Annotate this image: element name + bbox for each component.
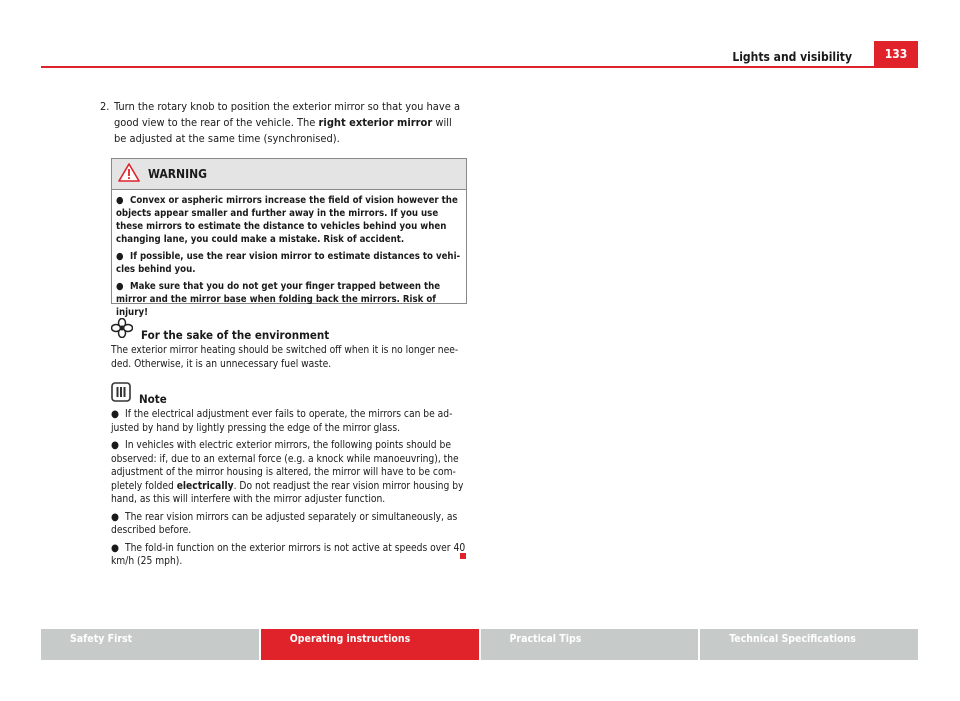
tab-safety-first[interactable]: Safety First [41, 629, 259, 660]
flower-icon [111, 318, 133, 342]
step-number: 2. [100, 100, 110, 113]
note-title: Note [139, 392, 167, 406]
note-item: ● The rear vision mirrors can be adjusted separately or simultaneously, as described before. [111, 511, 458, 536]
environment-section [111, 318, 467, 375]
note-item: ● The fold-in function on the exterior mirrors is not active at speeds over 40 km/h (25 mph). [111, 542, 466, 567]
bullet-icon: ● [111, 511, 119, 523]
note-item: ● In vehicles with electric exterior mirrors, the following points should be observed: if, due to an external force (e.g. a knock while manoeuvring), the adjustment of the mirror housing is altered, the mirror will have to be com-pletely folded electrically. Do not readjust the rear vision mirror housing by hand, as this will interfere with the mirror adjuster function. [111, 440, 464, 505]
note-section [111, 382, 467, 573]
warning-body [112, 190, 466, 319]
bullet-icon: ● [116, 251, 124, 262]
bullet-icon: ● [116, 281, 124, 292]
step-text-end: will be adjusted at the same time (synchronised). [114, 116, 452, 145]
bullet-icon: ● [111, 440, 119, 451]
warning-box [111, 158, 467, 318]
warning-title: WARNING [148, 167, 207, 181]
header-divider [41, 66, 918, 68]
warning-item: ● Convex or aspheric mirrors increase the field of vision however the objects appear smaller and further away in the mirrors. If you use these mirrors to estimate the distance to vehicles behind you when changing lane, you could make a mistake. Risk of accident. [116, 195, 458, 245]
warning-item: ● Make sure that you do not get your finger trapped between the mirror and the mirror base when folding back the mirrors. Risk of injury! [116, 281, 441, 318]
warning-header [112, 159, 466, 190]
bullet-icon: ● [111, 409, 119, 420]
note-item: ● If the electrical adjustment ever fails to operate, the mirrors can be ad-justed by hand by lightly pressing the edge of the mirror glass. [111, 409, 453, 434]
step-text-start: Turn the rotary knob to position the exterior mirror so that you have a good view to the rear of the vehicle. The [114, 100, 461, 129]
tab-technical-specifications[interactable]: Technical Specifications [700, 629, 918, 660]
tab-practical-tips[interactable]: Practical Tips [481, 629, 699, 660]
environment-title: For the sake of the environment [141, 328, 330, 342]
tab-operating-instructions[interactable]: Operating instructions [261, 629, 479, 660]
section-end-marker [460, 553, 466, 559]
step-text-bold: right exterior mirror [318, 116, 433, 129]
warning-triangle-icon [118, 163, 140, 186]
bullet-icon: ● [116, 195, 124, 206]
environment-text: The exterior mirror heating should be switched off when it is no longer nee-ded. Otherwise, it is an unnecessary fuel waste. [111, 345, 459, 370]
instruction-step [100, 99, 464, 147]
bullet-icon: ● [111, 542, 119, 554]
note-icon [111, 382, 131, 406]
section-title: Lights and visibility [732, 50, 852, 64]
warning-item: ● If possible, use the rear vision mirror to estimate distances to vehi-cles behind you. [116, 251, 461, 275]
footer-nav [41, 629, 918, 660]
page-number: 133 [874, 41, 918, 67]
